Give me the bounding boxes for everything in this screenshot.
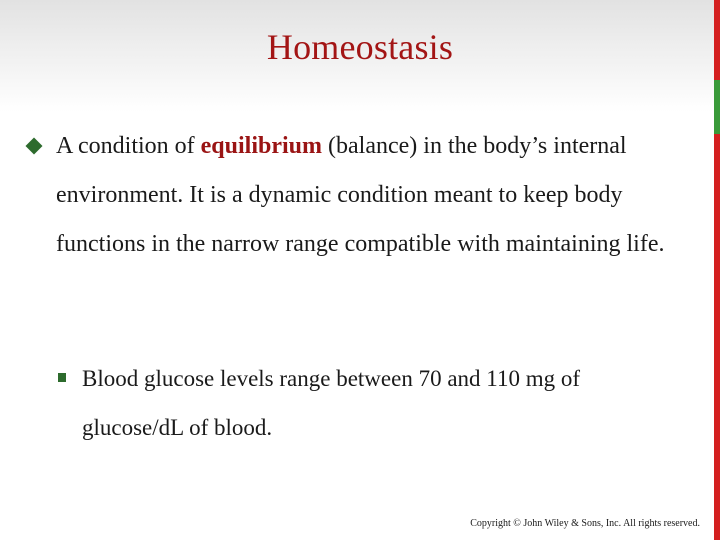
main-bullet-rest: (balance) in the body’s internal environment. It is a dynamic condition meant to keep body functions in the narrow range compatible with maintaining life. bbox=[56, 133, 665, 257]
main-bullet bbox=[28, 122, 678, 269]
diamond-bullet-icon bbox=[26, 138, 43, 155]
square-bullet-icon bbox=[58, 373, 66, 382]
sub-bullet bbox=[58, 354, 668, 452]
copyright-notice: Copyright © John Wiley & Sons, Inc. All rights reserved. bbox=[470, 518, 700, 529]
edge-accent-green bbox=[714, 80, 720, 134]
main-bullet-text bbox=[56, 122, 678, 269]
slide-title: Homeostasis bbox=[266, 27, 454, 67]
main-bullet-lead: A condition of bbox=[56, 133, 195, 159]
main-bullet-emphasis: equilibrium bbox=[200, 133, 323, 159]
edge-accent-red-bottom bbox=[714, 134, 720, 540]
sub-bullet-text: Blood glucose levels range between 70 and 110 mg of glucose/dL of blood. bbox=[82, 366, 580, 440]
